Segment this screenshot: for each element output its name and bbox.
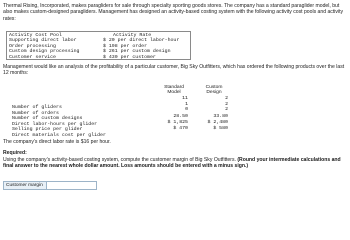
standard-value: $ 470 [173,126,188,131]
required-instructions [3,157,347,170]
column-header-standard [158,85,190,96]
activity-rate: $ 430 per customer [103,54,156,60]
custom-value: 33.80 [213,114,228,119]
column-header-line: Standard [164,85,184,90]
custom-value: $ 580 [213,126,228,131]
activity-rate: $ 198 per order [103,43,148,49]
standard-value: 1 [185,101,188,107]
activity-pool-name: Customer service [9,54,56,60]
column-header-line: Design [206,90,222,96]
product-row-label: Number of custom designs [12,116,83,121]
intro-paragraph: Thermal Rising, Incorporated, makes paragliders for sale through specialty sporting goods stores. The company has a standard paraglider model, but also makes custom-designed paragliders. Management has designed an activity-based costing system with the following activity cost pools and activity rates: [3,3,344,22]
activity-header-pool: Activity Cost Pool [9,33,62,38]
standard-value: 28.50 [173,114,188,119]
product-row-label: Direct labor-hours per glider [12,121,98,127]
activity-pool-name: Order processing [9,43,56,49]
standard-value: $ 1,825 [167,120,188,125]
product-row-label: Number of orders [12,110,59,116]
labor-rate-text: The company’s direct labor rate is $16 per hour. [3,139,111,145]
activity-pool-name: Custom design processing [9,49,80,55]
customer-margin-input[interactable] [47,181,97,190]
column-header-line: Model [167,90,181,96]
column-header-custom [198,85,230,96]
product-row-label: Selling price per glider [12,127,83,132]
custom-value: $ 2,480 [207,120,228,125]
custom-value: 2 [225,96,228,101]
standard-value: 0 [185,107,188,112]
product-row-label: Number of gliders [12,105,62,110]
custom-value: 2 [225,101,228,107]
activity-header-rate: Activity Rate [113,33,152,38]
activity-rate: $ 261 per custom design [103,49,171,55]
rounding-note: (Round your intermediate calculations and final answer to the nearest whole dollar amount. Loss amounts should be entered with a minus sign.) [3,156,341,169]
required-text: Using the company’s activity-based costing system, compute the customer margin of Big Sky Outfitters. [3,156,236,163]
answer-row [3,181,97,190]
management-paragraph: Management would like an analysis of the profitability of a particular customer, Big Sky Outfitters, which has ordered the following products over the last 12 months: [3,64,345,77]
standard-value: 11 [182,96,188,101]
custom-value: 2 [225,107,228,112]
activity-rate: $ 20 per direct labor-hour [103,38,180,44]
customer-margin-label: Customer margin [3,181,47,190]
column-header-line: Custom [205,85,223,90]
required-heading: Required: [3,150,27,156]
product-row-label: Direct materials cost per glider [12,132,106,138]
activity-rate-table [6,31,191,60]
activity-pool-name: Supporting direct labor [9,38,77,44]
